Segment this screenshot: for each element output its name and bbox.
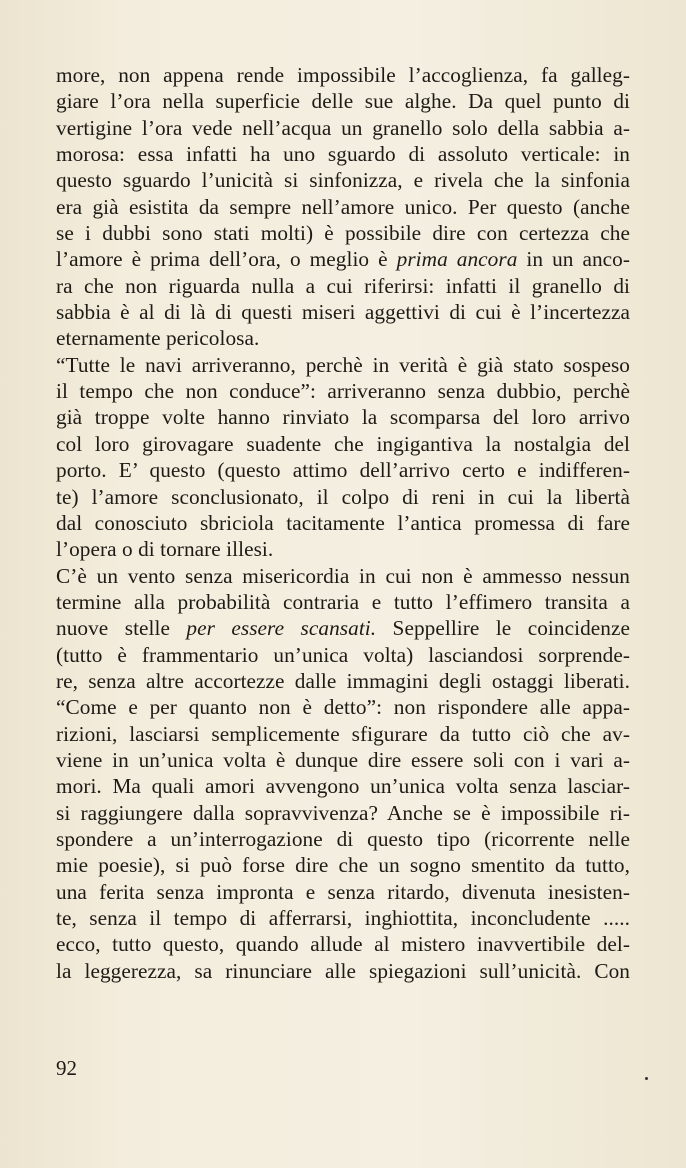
text-segment: Seppellire le coincidenze [376,616,630,641]
text-line: spondere a un’interrogazione di questo tipo (ricorrente nelle [56,826,630,851]
ink-speck [645,1077,648,1080]
text-line: more, non appena rende impossibile l’accoglienza, fa galleg- [56,63,630,87]
text-line: “Come e per quanto non è detto”: non rispondere alle appa- [56,695,630,720]
italic-phrase: prima ancora [396,247,518,272]
text-line: C’è un vento senza misericordia in cui non è ammesso nessun [56,563,630,588]
body-text [56,62,630,984]
text-line: rizioni, lasciarsi semplicemente sfigurare da tutto ciò che av- [56,721,630,746]
text-line: dal conosciuto sbriciola tacitamente l’antica promessa di fare [56,510,630,535]
text-line: ecco, tutto questo, quando allude al mistero inavvertibile del- [56,932,630,957]
text-line: “Tutte le navi arriveranno, perchè in verità è già stato sospeso [56,352,630,377]
text-line: era già esistita da sempre nell’amore unico. Per questo (anche [56,194,630,219]
text-line [56,246,630,272]
text-line: l’opera o di tornare illesi. [56,537,274,562]
text-line: questo sguardo l’unicità si sinfonizza, e rivela che la sinfonia [56,168,630,193]
text-line: sabbia è al di là di questi miseri aggettivi di cui è l’incertezza [56,300,630,325]
text-line: si raggiungere dalla sopravvivenza? Anche se è impossibile ri- [56,800,630,825]
text-line: eternamente pericolosa. [56,326,260,351]
text-line: mori. Ma quali amori avvengono un’unica volta senza lasciar- [56,774,630,799]
text-line: se i dubbi sono stati molti) è possibile dire con certezza che [56,221,630,246]
text-line: mie poesie), si può forse dire che un sogno smentito da tutto, [56,853,630,878]
text-line: il tempo che non conduce”: arriveranno senza dubbio, perchè [56,379,630,404]
italic-phrase: per essere scansati. [186,616,377,641]
page-number: 92 [56,1056,77,1080]
text-line: termine alla probabilità contraria e tutto l’effimero transita a [56,589,630,614]
text-line: vertigine l’ora vede nell’acqua un granello solo della sabbia a- [56,115,630,140]
text-line: giare l’ora nella superficie delle sue alghe. Da quel punto di [56,89,630,114]
text-segment: l’amore è prima dell’ora, o meglio è [56,247,397,272]
text-segment: nuove stelle [56,616,187,641]
text-line: morosa: essa infatti ha uno sguardo di assoluto verticale: in [56,142,630,167]
text-line: te, senza il tempo di afferrarsi, inghiottita, inconcludente ..... [56,906,630,930]
text-line: porto. E’ questo (questo attimo dell’arrivo certo e indifferen- [56,458,630,483]
text-segment: in un anco- [517,247,631,272]
text-line: te) l’amore sconclusionato, il colpo di reni in cui la libertà [56,484,630,509]
text-line: ra che non riguarda nulla a cui riferirsi: infatti il granello di [56,273,630,298]
text-line: la leggerezza, sa rinunciare alle spiegazioni sull’unicità. Con [56,958,630,983]
text-line: col loro girovagare suadente che ingigantiva la nostalgia del [56,431,630,456]
text-line: una ferita senza impronta e senza ritardo, divenuta inesisten- [56,879,630,904]
text-line [56,615,630,641]
text-line: viene in un’unica volta è dunque dire essere soli con i vari a- [56,747,630,772]
text-line: già troppe volte hanno rinviato la scomparsa del loro arrivo [56,405,630,430]
text-line: re, senza altre accortezze dalle immagini degli ostaggi liberati. [56,668,630,693]
text-line: (tutto è frammentario un’unica volta) lasciandosi sorprende- [56,642,630,667]
